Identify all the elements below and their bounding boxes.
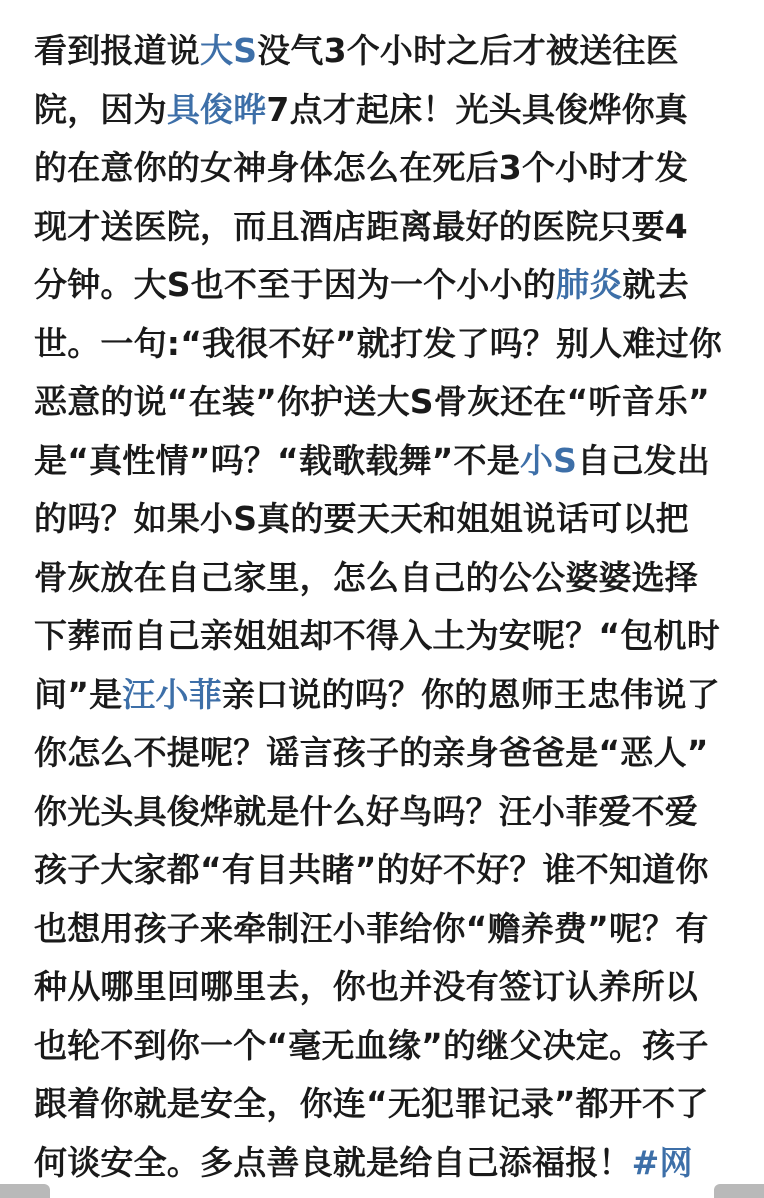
text-line <box>34 549 744 608</box>
text-line <box>34 81 744 140</box>
text-segment: 世。一句:“我很不好”就打发了吗？别人难过你 <box>34 323 722 363</box>
text-segment: 种从哪里回哪里去，你也并没有签订认养所以 <box>34 967 698 1006</box>
text-segment: 院，因为 <box>34 89 167 129</box>
text-segment: 的在意你的女神身体怎么在死后3个小时才发 <box>34 148 688 187</box>
scroll-edge-right <box>714 1184 764 1198</box>
text-segment: 亲口说的吗？你的恩师王忠伟说了 <box>221 674 720 714</box>
scroll-edge-left <box>0 1184 50 1198</box>
text-segment: 没气3个小时之后才被送往医 <box>257 31 679 70</box>
text-segment: 恶意的说“在装”你护送大S骨灰还在“听音乐” <box>34 382 710 421</box>
text-segment: 自己发出 <box>577 440 710 480</box>
text-line <box>34 256 744 315</box>
text-line <box>34 22 744 81</box>
text-segment: 是“真性情”吗？“载歌载舞”不是 <box>34 440 520 480</box>
text-segment: 跟着你就是安全，你连“无犯罪记录”都开不了 <box>34 1084 709 1123</box>
text-segment: 何谈安全。多点善良就是给自己添福报！ <box>34 1142 632 1182</box>
keyword-link[interactable]: 小S <box>519 440 578 480</box>
text-line <box>34 607 744 666</box>
text-line <box>34 724 744 783</box>
keyword-link[interactable]: 肺炎 <box>555 265 623 304</box>
keyword-link[interactable]: 具俊晔 <box>166 89 267 129</box>
text-segment: 你怎么不提呢？谣言孩子的亲身爸爸是“恶人” <box>34 733 709 772</box>
text-segment: 骨灰放在自己家里，怎么自己的公公婆婆选择 <box>34 557 698 597</box>
text-line <box>34 1017 744 1076</box>
text-line <box>34 1075 744 1134</box>
text-segment: 孩子大家都“有目共睹”的好不好？谁不知道你 <box>34 850 709 889</box>
text-line <box>34 139 744 198</box>
hashtag-link[interactable]: #网 <box>631 1142 693 1182</box>
text-line <box>34 783 744 842</box>
text-line <box>34 373 744 432</box>
text-line <box>34 198 744 257</box>
text-line <box>34 900 744 959</box>
text-segment: 就去 <box>622 265 689 304</box>
text-segment: 的吗？如果小S真的要天天和姐姐说话可以把 <box>34 499 689 538</box>
text-line <box>34 666 744 725</box>
keyword-link[interactable]: 大S <box>200 31 258 70</box>
text-segment: 看到报道说 <box>34 31 200 70</box>
text-segment: 也想用孩子来牵制汪小菲给你“赡养费”呢？有 <box>34 908 709 948</box>
text-segment: 分钟。大S也不至于因为一个小小的 <box>34 265 556 304</box>
text-segment: 间”是 <box>34 674 123 714</box>
text-line <box>34 432 744 491</box>
text-segment: 下葬而自己亲姐姐却不得入土为安呢？“包机时 <box>34 616 720 655</box>
text-line <box>34 315 744 374</box>
text-line <box>34 958 744 1017</box>
text-line <box>34 841 744 900</box>
post-body <box>34 22 744 1192</box>
text-segment: 现才送医院，而且酒店距离最好的医院只要4 <box>34 206 688 246</box>
text-segment: 也轮不到你一个“毫无血缘”的继父决定。孩子 <box>34 1025 709 1065</box>
text-segment: 你光头具俊烨就是什么好鸟吗？汪小菲爱不爱 <box>34 791 698 831</box>
text-line <box>34 1134 744 1193</box>
text-segment: 7点才起床！光头具俊烨你真 <box>266 89 688 129</box>
keyword-link[interactable]: 汪小菲 <box>122 674 222 714</box>
text-line <box>34 490 744 549</box>
